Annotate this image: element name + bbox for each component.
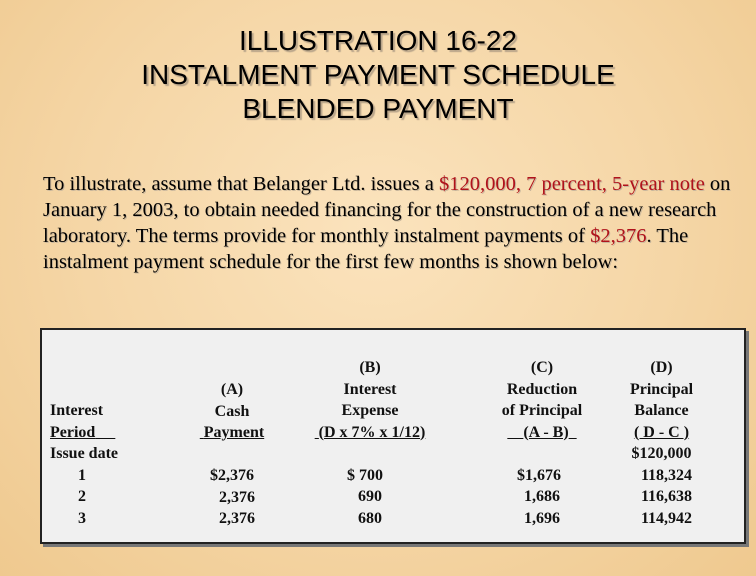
intro-text-2: on January 1, 2003, to obtain needed financing for the construction of a new research laboratory. The terms provide for monthly instalment payments of [43, 173, 731, 247]
col-c-header-4: (A - B) [523, 423, 569, 441]
col-b-header-3: Expense [341, 402, 399, 419]
col-c-value-2: 1,686 [524, 488, 560, 505]
title-line-2: INSTALMENT PAYMENT SCHEDULE [141, 59, 615, 90]
intro-text-1: To illustrate, assume that Belanger Ltd. issues a [43, 173, 439, 195]
col-d-value-3: 114,942 [640, 509, 693, 527]
col-d-header-4: ( D - C ) [633, 423, 690, 441]
col-d-value-2: 116,638 [640, 488, 693, 505]
title-line-1: ILLUSTRATION 16-22 [238, 25, 518, 56]
col-b-value-1: $ 700 [347, 466, 383, 484]
column-principal-balance [614, 357, 709, 529]
col-b-header-2: Interest [343, 380, 397, 398]
col-d-header-3: Balance [634, 402, 689, 419]
col-a-value-3: 2,376 [219, 510, 255, 527]
col-c-header-2: Reduction [506, 380, 578, 398]
period-row-3: 3 [78, 509, 86, 527]
col-a-header-2: Cash [214, 402, 250, 420]
period-header-1: Interest [50, 402, 104, 419]
col-c-value-1: $1,676 [517, 466, 561, 484]
col-d-value-1: 118,324 [640, 466, 693, 484]
col-d-header-1: (D) [650, 359, 673, 376]
slide-title [0, 24, 756, 126]
col-c-header-1: (C) [530, 359, 554, 376]
col-d-header-2: Principal [629, 380, 694, 398]
period-header-2: Period [50, 423, 96, 441]
intro-paragraph [43, 171, 743, 275]
col-c-header-3: of Principal [501, 402, 583, 419]
column-interest-period [50, 400, 118, 529]
col-d-issue-value: $120,000 [631, 445, 692, 462]
intro-text-3: . The instalment payment schedule for the first few months is shown below: [43, 225, 689, 273]
col-c-value-3: 1,696 [524, 509, 560, 527]
intro-highlight-payment: $2,376 [590, 225, 647, 247]
col-a-value-2: 2,376 [219, 488, 255, 506]
period-row-1: 1 [78, 466, 86, 484]
column-cash-payment [192, 379, 272, 530]
period-row-2: 2 [78, 488, 86, 505]
col-b-value-3: 680 [358, 509, 382, 527]
intro-highlight-note: $120,000, 7 percent, 5-year note [438, 173, 705, 195]
title-line-3: BLENDED PAYMENT [242, 93, 514, 124]
period-issue-date: Issue date [50, 445, 119, 462]
col-a-header-1: (A) [220, 381, 244, 398]
col-b-header-1: (B) [359, 359, 381, 376]
col-b-header-4: (D x 7% x 1/12) [318, 423, 426, 441]
col-a-value-1: $2,376 [210, 467, 254, 484]
col-b-value-2: 690 [358, 488, 382, 505]
column-reduction-of-principal [492, 357, 592, 529]
col-a-header-3: Payment [203, 424, 265, 441]
payment-schedule-table [40, 328, 746, 544]
column-interest-expense [300, 357, 440, 529]
